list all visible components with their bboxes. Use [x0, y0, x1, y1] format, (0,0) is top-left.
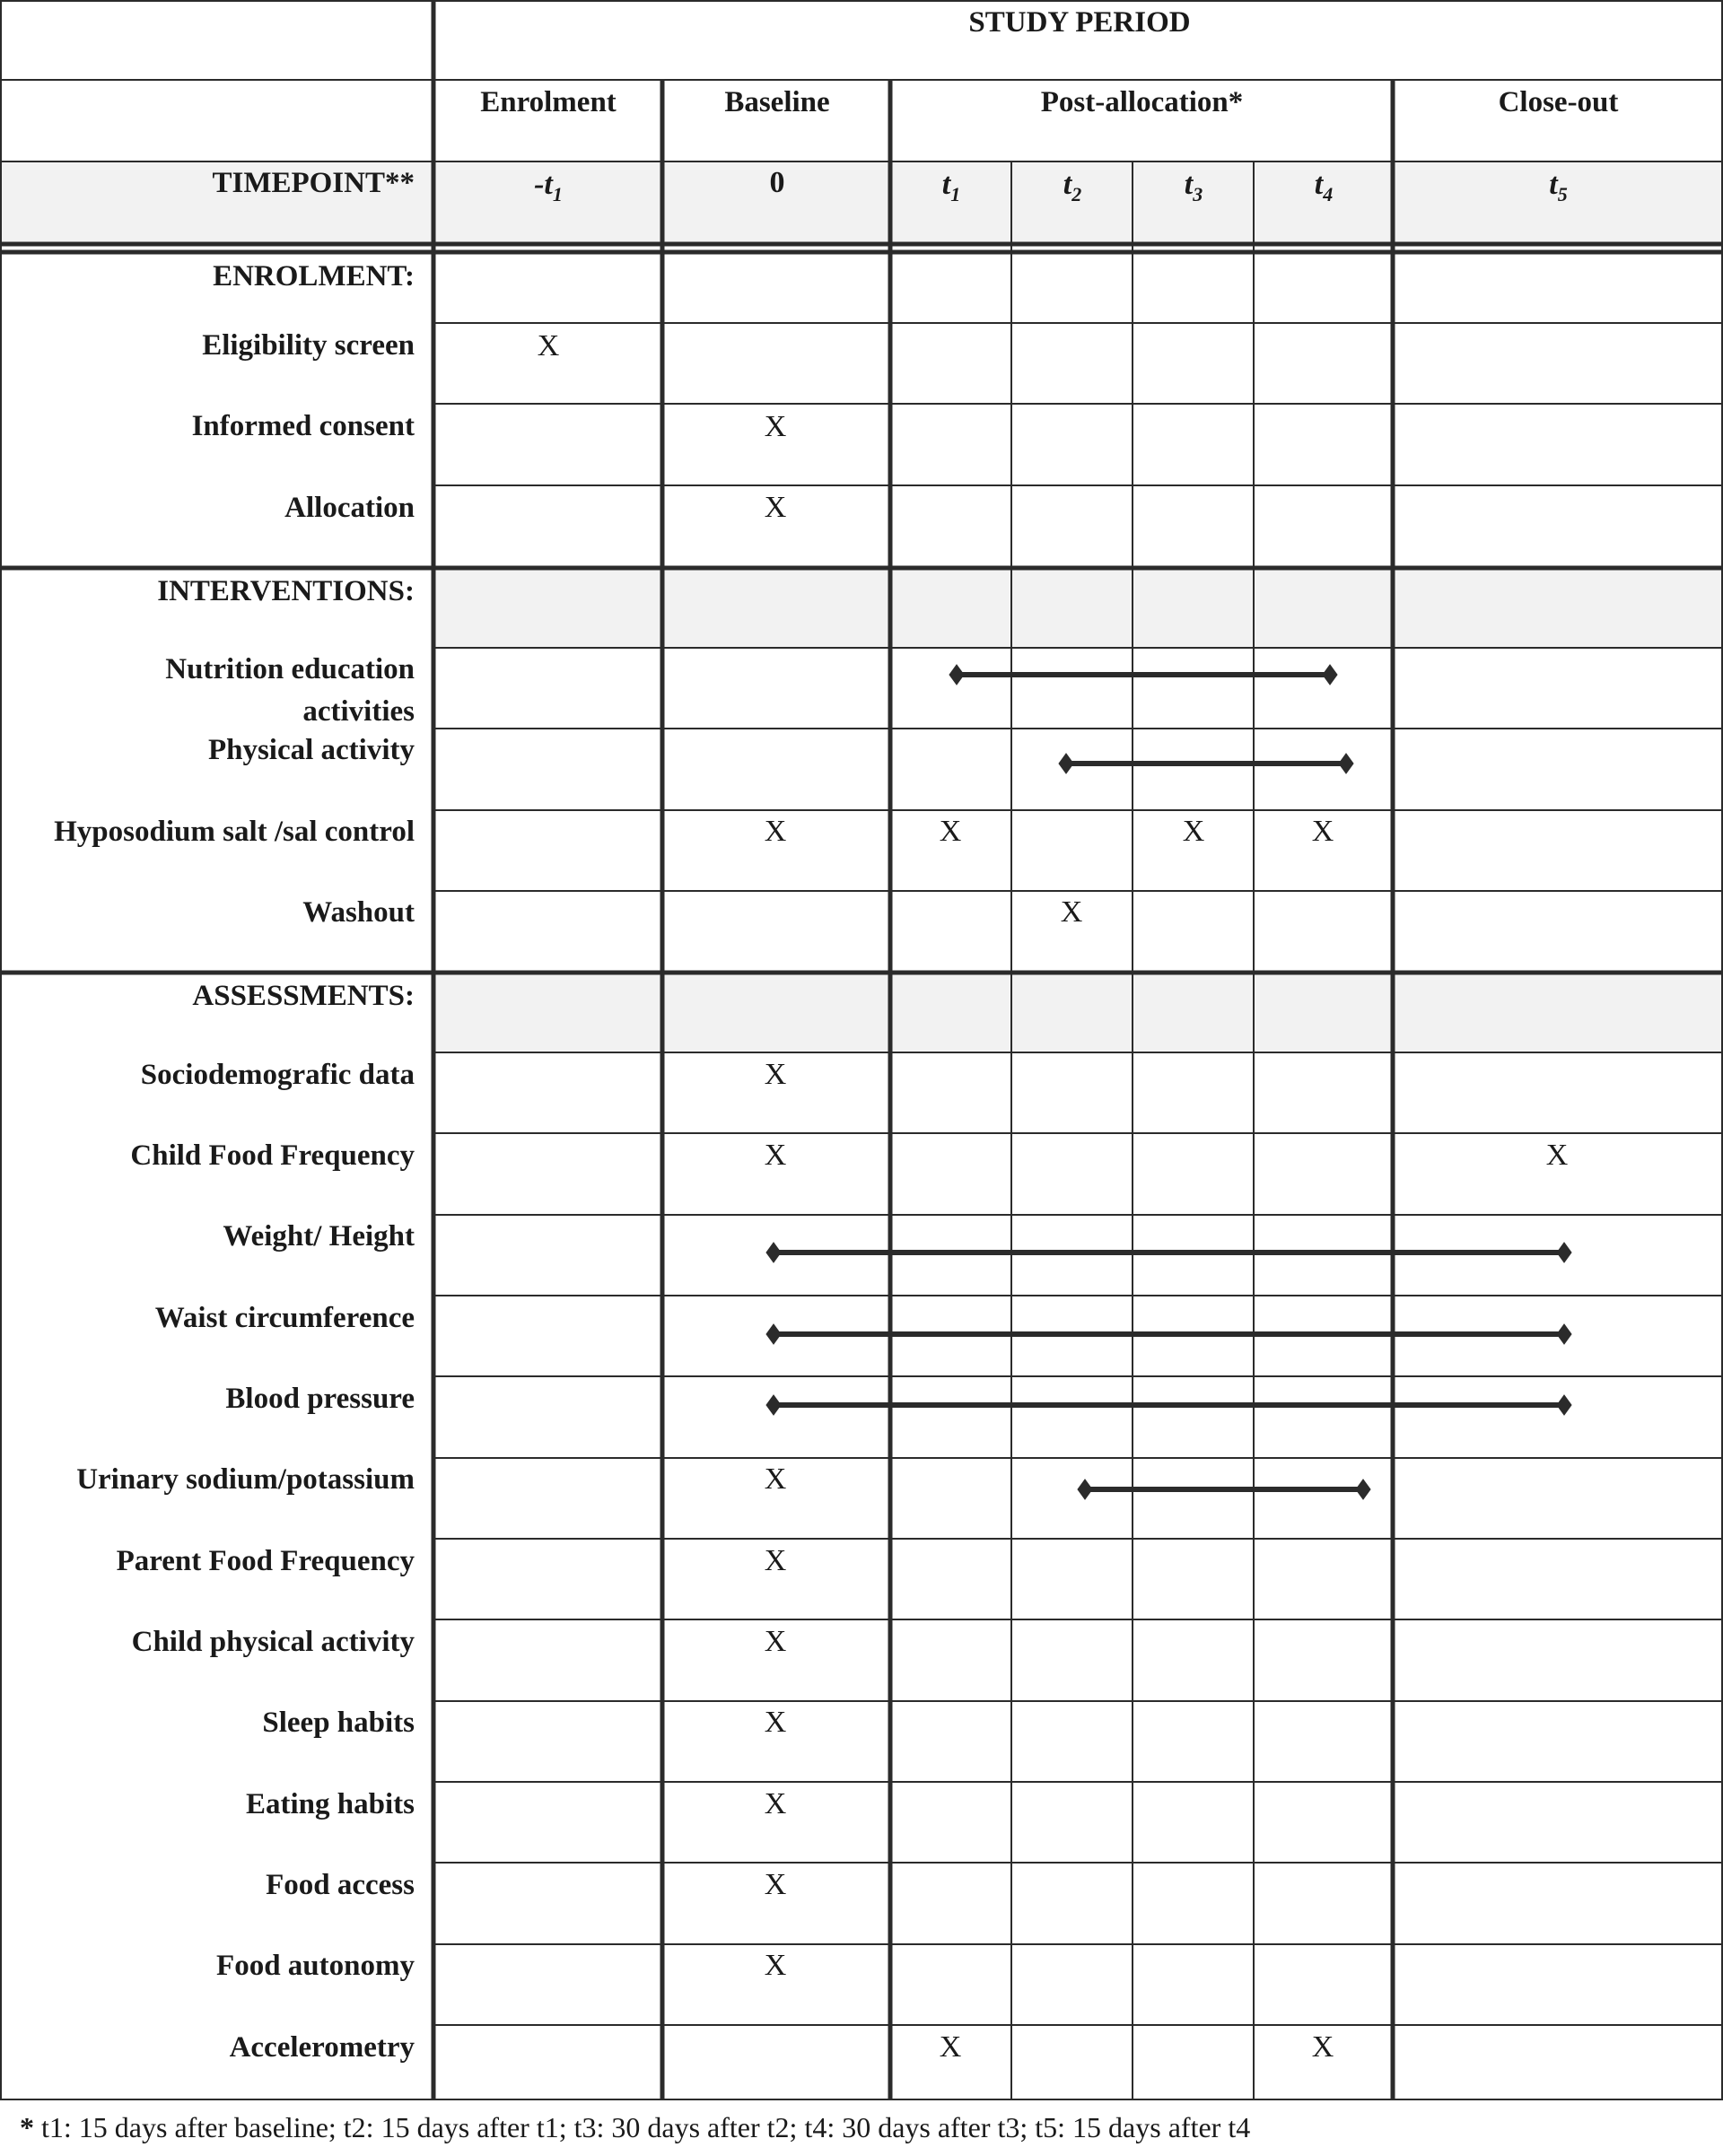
phase-post-allocation: Post-allocation*	[1040, 86, 1244, 118]
row-label-hyposodium-salt: Hyposodium salt /sal control	[54, 816, 415, 848]
mark-accelerometry-t4: X	[1311, 2030, 1334, 2064]
row-label-nutrition-education: Nutrition education	[165, 653, 415, 685]
timepoint-minus-t1: $-t_1$	[534, 168, 563, 205]
timepoint-0: 0	[769, 166, 785, 199]
mark-child-activity-baseline: X	[764, 1625, 787, 1658]
mark-child-food-baseline: X	[764, 1139, 787, 1172]
phase-close-out: Close-out	[1498, 86, 1619, 118]
timepoint-label: TIMEPOINT**	[212, 167, 415, 199]
row-label-food-autonomy: Food autonomy	[216, 1950, 415, 1982]
mark-hyposodium-t3: X	[1182, 815, 1205, 848]
mark-hyposodium-t4: X	[1311, 815, 1334, 848]
range-bar-weight-height	[766, 1243, 1571, 1262]
row-label-informed-consent: Informed consent	[191, 410, 415, 442]
row-label-eligibility-screen: Eligibility screen	[202, 329, 415, 362]
row-label-allocation: Allocation	[284, 492, 415, 524]
timepoint-t2: $t_2$	[1063, 168, 1082, 205]
mark-accelerometry-t1: X	[939, 2030, 962, 2064]
mark-hyposodium-baseline: X	[764, 815, 787, 848]
study-period-title: STUDY PERIOD	[968, 6, 1191, 39]
mark-washout-t2: X	[1060, 895, 1083, 929]
range-bar-blood-pressure	[766, 1395, 1571, 1415]
mark-eligibility-enrolment: X	[537, 329, 560, 362]
mark-sociodemografic-baseline: X	[764, 1058, 787, 1091]
row-label-blood-pressure: Blood pressure	[225, 1383, 415, 1415]
mark-child-food-closeout: X	[1545, 1139, 1569, 1172]
row-label-accelerometry: Accelerometry	[229, 2031, 415, 2064]
timepoint-t3: $t_3$	[1184, 168, 1203, 205]
footnote	[20, 2107, 1250, 2148]
row-label-sociodemografic-data: Sociodemografic data	[140, 1059, 415, 1091]
row-label-parent-food-frequency: Parent Food Frequency	[116, 1545, 415, 1577]
row-label-child-physical-activity: Child physical activity	[131, 1626, 415, 1658]
range-bar-nutrition-education	[949, 665, 1337, 685]
timepoint-t5: $t_5$	[1549, 168, 1568, 205]
row-label-nutrition-education-line2: activities	[302, 695, 415, 728]
row-label-child-food-frequency: Child Food Frequency	[130, 1139, 415, 1172]
row-label-waist-circumference: Waist circumference	[154, 1302, 415, 1334]
range-bar-urinary-sodium	[1078, 1480, 1370, 1499]
row-label-sleep-habits: Sleep habits	[262, 1706, 415, 1739]
mark-allocation-baseline: X	[764, 491, 787, 524]
footnote-text: t1: 15 days after baseline; t2: 15 days after t1; t3: 30 days after t2; t4: 30 days after t3; t5: 15 days after t4	[34, 2111, 1251, 2143]
phase-enrolment: Enrolment	[480, 86, 617, 118]
mark-food-access-baseline: X	[764, 1868, 787, 1901]
row-label-urinary-sodium-potassium: Urinary sodium/potassium	[76, 1463, 415, 1496]
row-label-weight-height: Weight/ Height	[223, 1220, 415, 1253]
section-title-interventions: INTERVENTIONS:	[157, 575, 415, 607]
mark-consent-baseline: X	[764, 410, 787, 443]
mark-parent-food-baseline: X	[764, 1544, 787, 1577]
mark-food-autonomy-baseline: X	[764, 1949, 787, 1982]
row-label-washout: Washout	[302, 896, 415, 929]
phase-baseline: Baseline	[724, 86, 830, 118]
mark-sleep-baseline: X	[764, 1706, 787, 1739]
footnote-star: *	[20, 2111, 34, 2143]
section-title-enrolment: ENROLMENT:	[213, 260, 415, 292]
timepoint-t1: $t_1$	[941, 168, 961, 205]
timepoint-t4: $t_4$	[1314, 168, 1334, 205]
row-label-food-access: Food access	[266, 1869, 415, 1901]
mark-hyposodium-t1: X	[939, 815, 962, 848]
range-bar-physical-activity	[1059, 754, 1353, 773]
mark-urinary-baseline: X	[764, 1462, 787, 1496]
range-bar-waist-circumference	[766, 1324, 1571, 1344]
section-title-assessments: ASSESSMENTS:	[192, 980, 415, 1012]
row-label-eating-habits: Eating habits	[246, 1788, 415, 1820]
mark-eating-baseline: X	[764, 1787, 787, 1820]
row-label-physical-activity: Physical activity	[207, 734, 415, 766]
